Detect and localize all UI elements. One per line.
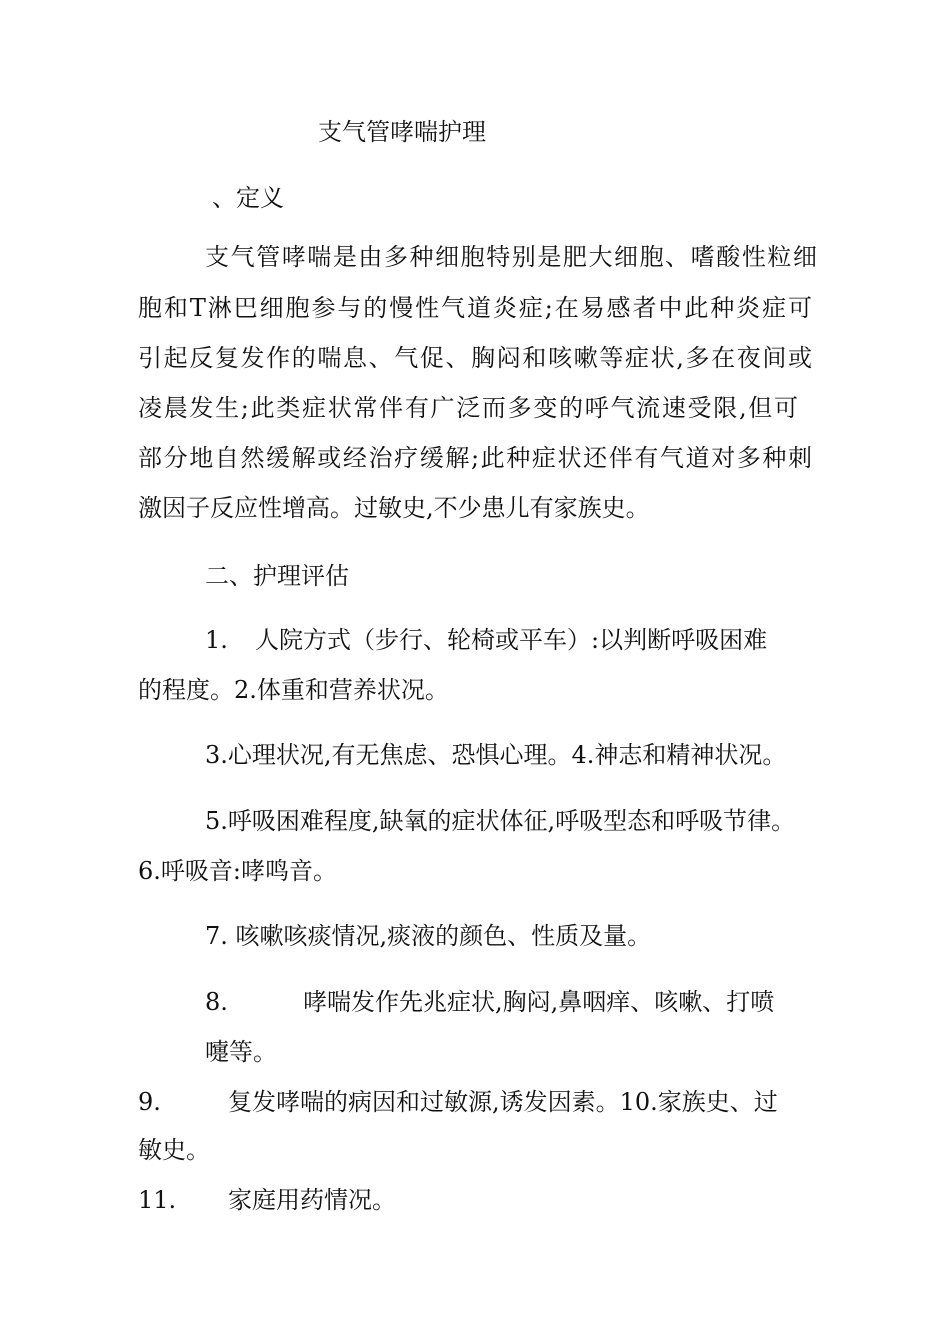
definition-line-2: 胞和T淋巴细胞参与的慢性气道炎症;在易感者中此种炎症可: [138, 294, 812, 322]
assessment-item-11-text: 家庭用药情况。: [228, 1186, 396, 1214]
assessment-item-9-line-1: 复发哮喘的病因和过敏源,诱发因素。10.家族史、过: [228, 1088, 778, 1116]
assessment-item-6: 6.呼吸音:哮鸣音。: [138, 857, 337, 885]
assessment-item-8-line-2: 嚏等。: [205, 1038, 277, 1066]
assessment-item-1-line-2: 的程度。2.体重和营养状况。: [138, 676, 449, 704]
definition-line-1: 支气管哮喘是由多种细胞特别是肥大细胞、嗜酸性粒细: [205, 243, 817, 271]
assessment-item-1-number: 1.: [205, 626, 228, 654]
section-heading-assessment: 二、护理评估: [205, 562, 349, 590]
page-title: 支气管哮喘护理: [318, 118, 486, 146]
definition-line-4: 凌晨发生;此类症状常伴有广泛而多变的呼气流速受限,但可: [138, 394, 798, 422]
assessment-item-1-line-1: 人院方式（步行、轮椅或平车）:以判断呼吸困难: [255, 626, 768, 654]
definition-line-3: 引起反复发作的喘息、气促、胸闷和咳嗽等症状,多在夜间或: [138, 344, 812, 372]
assessment-item-8-line-1: 哮喘发作先兆症状,胸闷,鼻咽痒、咳嗽、打喷: [303, 988, 775, 1016]
assessment-item-7: 7. 咳嗽咳痰情况,痰液的颜色、性质及量。: [205, 922, 652, 950]
assessment-item-9-line-2: 敏史。: [138, 1136, 210, 1164]
definition-line-6: 激因子反应性增高。过敏史,不少患儿有家族史。: [138, 494, 650, 522]
section-heading-definition: 、定义: [212, 184, 284, 212]
assessment-item-5: 5.呼吸困难程度,缺氧的症状体征,呼吸型态和呼吸节律。: [205, 807, 796, 835]
assessment-item-3: 3.心理状况,有无焦虑、恐惧心理。4.神志和精神状况。: [205, 741, 787, 769]
definition-line-5: 部分地自然缓解或经治疗缓解;此种症状还伴有气道对多种刺: [138, 444, 812, 472]
assessment-item-9-number: 9.: [138, 1088, 161, 1116]
assessment-item-11-number: 11.: [138, 1186, 177, 1214]
assessment-item-8-number: 8.: [205, 988, 228, 1016]
